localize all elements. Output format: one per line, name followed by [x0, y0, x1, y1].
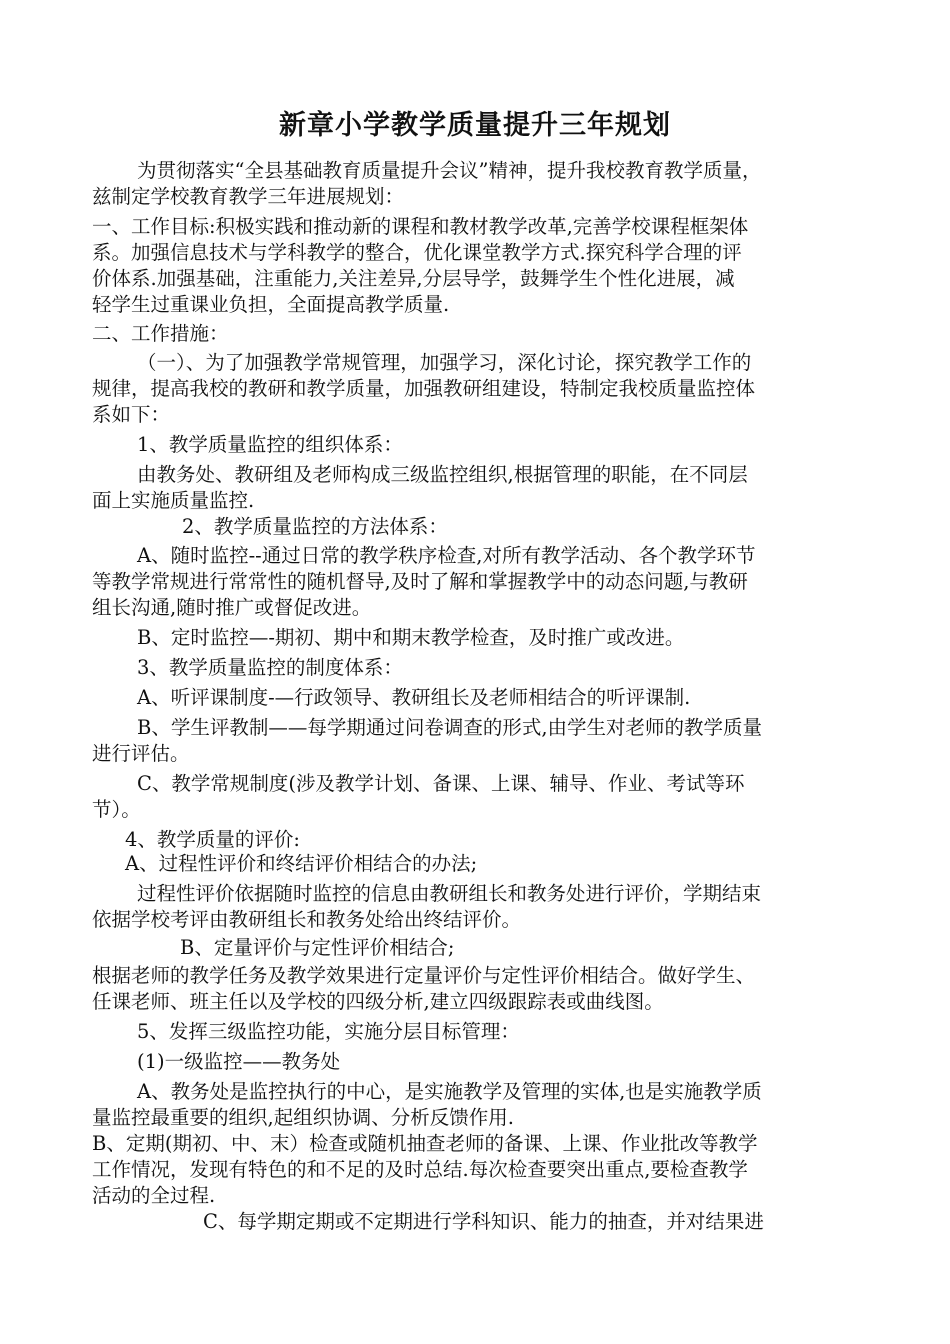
paragraph-line: C、每学期定期或不定期进行学科知识、能力的抽查，并对结果进 [203, 1210, 764, 1233]
paragraph-line: 面上实施质量监控. [92, 489, 255, 512]
paragraph-line: 任课老师、班主任以及学校的四级分析,建立四级跟踪表或曲线图。 [92, 990, 664, 1013]
paragraph-line: A、过程性评价和终结评价相结合的办法; [125, 852, 478, 875]
paragraph-line: 量监控最重要的组织,起组织协调、分析反馈作用. [92, 1106, 514, 1129]
paragraph-line: 过程性评价依据随时监控的信息由教研组长和教务处进行评价，学期结束 [137, 882, 762, 905]
paragraph-line: 进行评估。 [92, 742, 190, 765]
paragraph-line: A、听评课制度-—行政领导、教研组长及老师相结合的听评课制. [137, 686, 691, 709]
paragraph-line: 兹制定学校教育教学三年进展规划： [92, 185, 405, 208]
paragraph-line: B、定量评价与定性评价相结合; [180, 936, 455, 959]
paragraph-line: A、教务处是监控执行的中心，是实施教学及管理的实体,也是实施教学质 [137, 1080, 762, 1103]
subsection-heading: 5、发挥三级监控功能，实施分层目标管理： [137, 1020, 520, 1043]
paragraph-line: 系。加强信息技术与学科教学的整合，优化课堂教学方式.探究科学合理的评 [92, 241, 742, 264]
subsection-heading: 2、教学质量监控的方法体系： [182, 515, 448, 538]
paragraph-line: 根据老师的教学任务及教学效果进行定量评价与定性评价相结合。做好学生、 [92, 964, 756, 987]
paragraph-line: 依据学校考评由教研组长和教务处给出终结评价。 [92, 908, 522, 931]
document-title: 新章小学教学质量提升三年规划 [279, 110, 671, 141]
section-heading: 二、工作措施： [92, 322, 229, 345]
paragraph-line: 活动的全过程. [92, 1184, 216, 1207]
paragraph-line: (1)一级监控——教务处 [137, 1050, 341, 1073]
paragraph-line: C、教学常规制度(涉及教学计划、备课、上课、辅导、作业、考试等环 [137, 772, 745, 795]
paragraph-line: 组长沟通,随时推广或督促改进。 [92, 596, 372, 619]
paragraph-line: 等教学常规进行常常性的随机督导,及时了解和掌握教学中的动态问题,与教研 [92, 570, 748, 593]
subsection-heading: 3、教学质量监控的制度体系： [137, 656, 403, 679]
paragraph-line: B、定时监控—-期初、期中和期末教学检查，及时推广或改进。 [137, 626, 685, 649]
paragraph-line: 系如下： [92, 403, 171, 426]
paragraph-line: 为贯彻落实“全县基础教育质量提升会议”精神，提升我校教育教学质量， [137, 159, 762, 182]
subsection-heading: 4、教学质量的评价: [125, 828, 300, 851]
paragraph-line: 轻学生过重课业负担，全面提高教学质量. [92, 293, 450, 316]
paragraph-line: A、随时监控--通过日常的教学秩序检查,对所有教学活动、各个教学环节 [137, 544, 756, 567]
paragraph-line: 规律，提高我校的教研和教学质量，加强教研组建设，特制定我校质量监控体 [92, 377, 756, 400]
paragraph-line: 价体系.加强基础，注重能力,关注差异,分层导学，鼓舞学生个性化进展，减 [92, 267, 735, 290]
paragraph-line: 由教务处、教研组及老师构成三级监控组织,根据管理的职能，在不同层 [137, 463, 748, 486]
paragraph-line: B、学生评教制——每学期通过问卷调查的形式,由学生对老师的教学质量 [137, 716, 763, 739]
paragraph-line: B、定期(期初、中、末）检查或随机抽查老师的备课、上课、作业批改等教学 [92, 1132, 758, 1155]
paragraph-line: （一）、为了加强教学常规管理，加强学习，深化讨论，探究教学工作的 [137, 351, 752, 374]
subsection-heading: 1、教学质量监控的组织体系： [137, 433, 403, 456]
paragraph-line: 工作情况，发现有特色的和不足的及时总结.每次检查要突出重点,要检查教学 [92, 1158, 748, 1181]
paragraph-line: 节）。 [92, 798, 141, 821]
paragraph-line: 一、工作目标:积极实践和推动新的课程和教材教学改革,完善学校课程框架体 [92, 215, 749, 238]
